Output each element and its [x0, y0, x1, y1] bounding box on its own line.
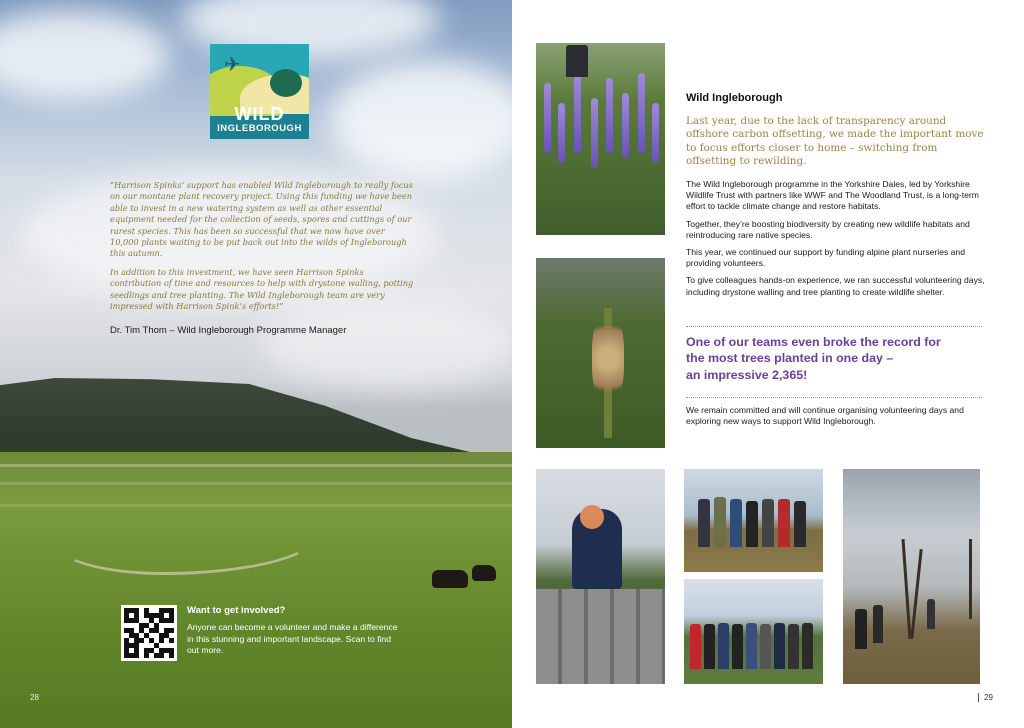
- get-involved-body: Anyone can become a volunteer and make a difference in this stunning and important landscape. Scan to find out more.: [187, 622, 398, 655]
- divider: [686, 397, 982, 398]
- section-heading: Wild Ingleborough: [686, 92, 783, 104]
- field-wall: [0, 482, 512, 485]
- right-page: [512, 0, 1024, 728]
- body-paragraph: The Wild Ingleborough programme in the Yorkshire Dales, led by Yorkshire Wildlife Trust with partners like WWF and The Woodland Trust, is a long-term effort to tackle climate change and restore habitats.: [686, 179, 979, 212]
- grass-field: [0, 452, 512, 728]
- body-paragraph: This year, we continued our support by funding alpine plant nurseries and providing volunteers.: [686, 247, 965, 269]
- cow: [472, 565, 496, 581]
- tree-planting-photo: [843, 469, 980, 684]
- volunteer: [566, 45, 588, 77]
- cloud: [330, 60, 512, 180]
- page-number: 28: [30, 693, 39, 702]
- highlight-line: the most trees planted in one day –: [686, 351, 894, 366]
- get-involved-box: [187, 605, 402, 657]
- field-wall: [0, 464, 512, 467]
- lupin-flowers-photo: [536, 43, 665, 235]
- volunteer-team-photo: [684, 579, 823, 684]
- quote-author: Dr. Tim Thom – Wild Ingleborough Programme Manager: [110, 325, 347, 336]
- testimonial-quote: [110, 180, 415, 319]
- volunteer-team-photo: [684, 469, 823, 572]
- orchid-photo: [536, 258, 665, 448]
- tree-icon: [270, 69, 302, 97]
- bird-icon: ✈: [224, 52, 241, 76]
- divider: [686, 326, 982, 327]
- body-paragraph: Together, they’re boosting biodiversity by creating new wildlife habitats and reintroducing rare native species.: [686, 218, 970, 240]
- closing-paragraph: We remain committed and will continue organising volunteering days and exploring new ways to support Wild Ingleborough.: [686, 405, 964, 427]
- record-highlight: [686, 334, 986, 383]
- cow: [432, 570, 468, 588]
- logo-text-ingleborough: INGLEBOROUGH: [217, 123, 302, 134]
- logo-text-wild: WILD: [234, 104, 285, 124]
- wild-ingleborough-logo: [210, 44, 309, 139]
- cloud: [0, 10, 170, 100]
- intro-paragraph: Last year, due to the lack of transparency around offshore carbon offsetting, we made the important move to focus efforts closer to home – switching from offsetting to rewilding.: [686, 115, 984, 168]
- quote-paragraph: “Harrison Spinks’ support has enabled Wild Ingleborough to really focus on our montane plant recovery project. Using this funding we have been able to invest in a new watering system as well as other essential equipment needed for the collection of seeds, spores and cuttings of our rarest species. This has been so successful that we now have over 10,000 plants waiting to be put back out into the wilds of Ingleborough this autumn.: [110, 180, 413, 259]
- quote-paragraph: In addition to this investment, we have seen Harrison Spinks contribution of time and resources to help with drystone walling, potting seedlings and tree planting. The Wild Ingleborough team are very impressed with Harrison Spink’s efforts!”: [110, 266, 414, 312]
- get-involved-title: Want to get involved?: [187, 605, 286, 616]
- page-number: 29: [978, 693, 993, 702]
- body-text: [686, 179, 986, 304]
- drystone-walling-photo: [536, 469, 665, 684]
- body-paragraph: To give colleagues hands-on experience, we ran successful volunteering days, including drystone walling and tree planting to create wildlife shelter.: [686, 275, 985, 297]
- highlight-line: an impressive 2,365!: [686, 367, 808, 382]
- qr-code[interactable]: [121, 605, 177, 661]
- highlight-line: One of our teams even broke the record for: [686, 335, 941, 349]
